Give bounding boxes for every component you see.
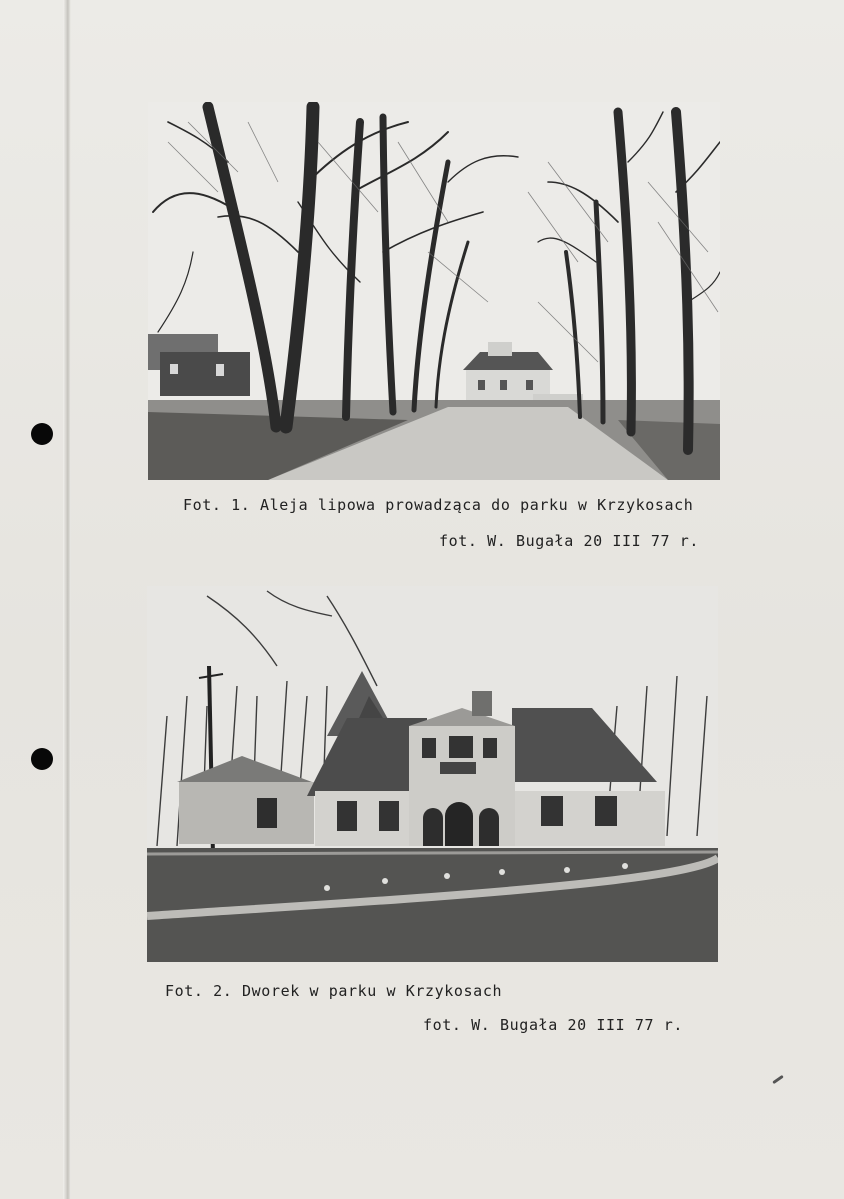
pen-mark xyxy=(772,1075,784,1084)
photo-2-caption: Fot. 2. Dworek w parku w Krzykosach xyxy=(165,982,503,1000)
photo-manor-house xyxy=(147,586,718,962)
punch-hole-top xyxy=(31,423,53,445)
punch-hole-bottom xyxy=(31,748,53,770)
photo-1-credit: fot. W. Bugała 20 III 77 r. xyxy=(439,532,700,550)
binding-margin-line xyxy=(63,0,71,1199)
photo-linden-avenue xyxy=(148,102,720,480)
photo-1-caption: Fot. 1. Aleja lipowa prowadząca do parku w Krzykosach xyxy=(183,496,694,514)
photo-2-credit: fot. W. Bugała 20 III 77 r. xyxy=(423,1016,684,1034)
